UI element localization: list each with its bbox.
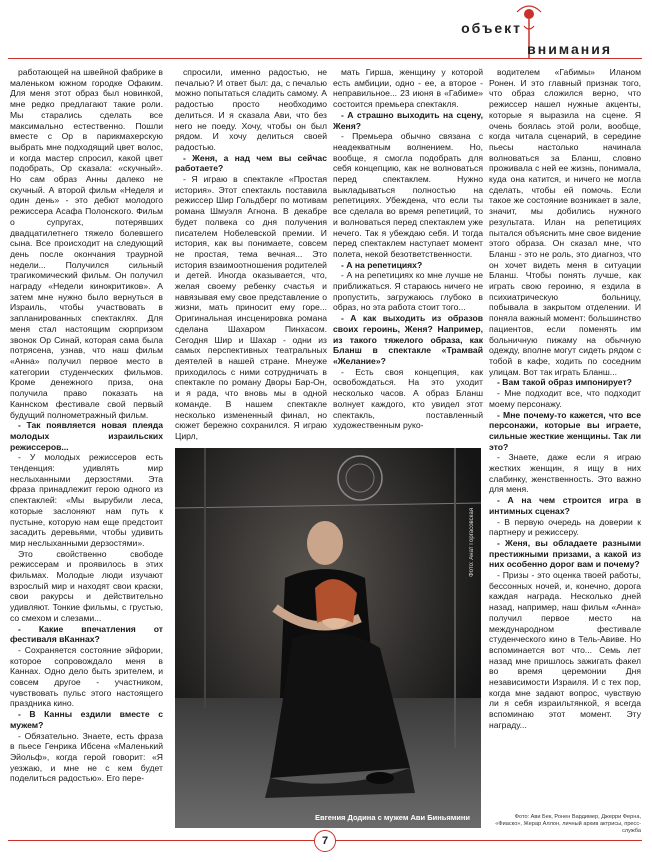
- text-paragraph: - В первую очередь на доверии к партнеру и режиссеру.: [489, 516, 641, 538]
- text-paragraph: - Мне подходит все, что подходит моему персонажу.: [489, 388, 641, 409]
- text-paragraph: работающей на швейной фабрике в маленьком южном городке Офаким. Для меня этот образ был новинкой, мне редко предлагают такие роли. Мы старались сделать все максимально естественно. Пошли вместе с Ор в парикмахерскую выбрать мне подходящий цвет волос, и когда мастер спросил, какой цвет подобрать, Ор сказала: «скучный». Но сам образ Анны далеко не скучный. А второй фильм «Неделя и один день» - это дебют молодого режиссера Асафа Полонского. Фильм о супругах, потерявших двадцатилетнего тяжело болевшего сына. Все происходит на следующий день после окончания траурной недели... Получился сильный трагикомический фильм. Он получил награду «Недели кинокритиков». А затем мне нужно было вернуться в Израиль, чтобы участвовать в запланированных спектаклях. Для меня стал настоящим сюрпризом звонок Ор Синай, которая сама была потрясена, узнав, что наш фильм «Анна» получил первое место в категории студенческих фильмов. Кроме денежного приза, она получила право показать на Каннском фестивале свой первый будущий полнометражный фильм.: [10, 67, 163, 420]
- question-paragraph: - А на репетициях?: [341, 259, 423, 270]
- text-paragraph: - Знаете, даже если я играю жестких женщин, я ищу в них слабинку, женственность. Это важно для меня.: [489, 452, 641, 495]
- text-paragraph: - Я играю в спектакле «Простая история». Этот спектакль поставила режиссер Шир Гольдберг по мотивам романа Шмуэля Агнона. В декабре будет полвека со дня получения писателем Нобелевской премии. И история, как вы понимаете, совсем не простая, тема вечная... Это история взаимоотношения родителей и детей. Иногда оказывается, что, желая своему ребенку счастья и навязывая ему свое представление о жизни, мать приносит ему горе... Оригинальная инсценировка романа сделана Шахаром Пинхасом. Сегодня Шир и Шахар - одни из самых перспективных театральных деятелей в нашей стране. Мнеуже приходилось с ними сотрудничать в спектакле по роману Дворы Бар-Он, и я рада, что вновь мы в одной команде. В нашем спектакле несколько измененный финал, но сюжет бережно сохранился. Я играю Цирл,: [175, 174, 327, 441]
- photo-credit: Фото: Анат Горгасовская: [469, 508, 475, 577]
- column-1: [10, 67, 163, 827]
- column-4: [489, 67, 641, 827]
- text-paragraph: - Премьера обычно связана с неадекватным волнением. Но, вообще, я смогла подобрать для себя концепцию, как не волноваться перед спектаклем. Нужно выкладываться полностью на репетициях. Убеждена, что если ты все сделала во время репетиций, то и волноваться перед спектаклем уже нечего. Так я убеждаю себя. И тогда перед спектаклем наступает момент полета, некой безответственности.: [333, 131, 483, 259]
- question-paragraph: - Женя, а над чем вы сейчас работаете?: [175, 152, 327, 174]
- photo-credits: Фото: Ави Бек, Ронен Вардимер, Джерри Ферна, «Фиаско», Жерар Аллон, личный архив актрисы, пресс-служба: [495, 814, 641, 834]
- section-title-word2: внимания: [527, 41, 612, 57]
- text-paragraph: - У молодых режиссеров есть тенденция: удивлять мир неслыханными дерзостями. Эта фраза принадлежит герою одного из спектаклей: «Мы вырубили леса, которые заслоняют нам путь к пустыне, которую нам еще предстоит засадить деревьями, чтобы удивить мир неслыханными дерзостями».: [10, 452, 163, 548]
- text-paragraph: - Сохраняется состояние эйфории, которое сопровождало меня в Каннах. Одно дело быть зрителем, и совсем другое - участником, чувствовать пульс этого настоящего праздника кино.: [10, 644, 163, 709]
- photo-illustration: [175, 448, 481, 828]
- text-paragraph: мать Гирша, женщину у которой есть амбиции, одно - ее, а второе - неправильное... 23 июня в «Габиме» состоится премьера спектакля.: [333, 67, 483, 110]
- header-rule: [8, 58, 642, 59]
- section-header: [352, 0, 652, 62]
- text-paragraph: - Призы - это оценка твоей работы, бессонных ночей, и, конечно, дорога каждая награда. Несколько дней назад, например, наш фильм «Анна» получил первое место на международном фестивале студенческого кино в Тель-Авиве. Но вспоминается вот что... Семь лет назад мне пришлось зажигать факел во время церемонии Дня независимости Израиля. И с тех пор, когда мне задают вопрос, чувствую ли я себя израильтянкой, я всегда вспоминаю этот момент. Эту награду...: [489, 570, 641, 730]
- section-title-word1: объект: [461, 20, 522, 36]
- column-3: [333, 67, 483, 445]
- question-paragraph: - Женя, вы обладаете разными престижными призами, а какой из них особенно дорог вам и почему?: [489, 537, 641, 570]
- photo-caption: Евгения Додина с мужем Ави Биньямини: [315, 813, 471, 822]
- question-paragraph: - Вам такой образ импонирует?: [497, 377, 632, 388]
- text-paragraph: - А на репетициях ко мне лучше не приближаться. Я стараюсь ничего не пропустить, загружаюсь глубоко в образ, но эта работа стоит того...: [333, 270, 483, 313]
- question-paragraph: - Так появляется новая плеяда молодых израильских режиссеров...: [10, 420, 163, 452]
- text-paragraph: - Есть своя концепция, как освобождаться. На это уходит несколько часов. А образ Бланш волнует каждого, кто увидел этот спектакль, поставленный художественным руко-: [333, 366, 483, 431]
- text-paragraph: Это свойственно свободе режиссерам и проявилось в этих фильмах. Молодые люди изучают взрослый мир и находят свои краски, свои ракурсы и действительно удивляют. Тонкие фильмы, с грустью, со смехом и слезами...: [10, 548, 163, 623]
- text-paragraph: водителем «Габимы» Иланом Ронен. И это главный признак того, что образ сложился верно, что режиссер нашел нужные акценты, которые я выразила на сцене. Я очень боялась этой роли, вообще, когда читала сценарий, в середине пьесы настолько начинала волноваться за Бланш, словно проживала с ней ее жизнь, понимала, куда она катится, и ничего не могла сделать, чтобы ей помочь. Если такое же состояние возникает в зале, значит, мы добились нужного результата. Илан на репетициях пытался объяснить мне свое видение этого образа. Он сказал мне, что Бланш - это не роль, это диагноз, что он хочет видеть меня в ситуации Бланш. Чтобы понять лучше, как играть свою героиню, я ездила в психиатрическую больницу, побывала в закрытом отделении. И поняла важный момент: большинство пациентов, если поменять им больничную пижаму на обычную одежду, вполне могут сидеть рядом с тобой в кафе, ходить по соседним улицам. Вот так играть Бланш...: [489, 67, 641, 377]
- page-number: 7: [314, 830, 336, 852]
- text-paragraph: - Обязательно. Знаете, есть фраза в пьесе Генрика Ибсена «Маленький Эйольф», когда герой говорит: «Я уезжаю, и мне не с кем будет поделиться радостью». Его пере-: [10, 730, 163, 784]
- question-paragraph: - Какие впечатления от фестиваля вКаннах?: [10, 623, 163, 645]
- question-paragraph: - А на чем строится игра в интимных сценах?: [489, 495, 641, 516]
- question-paragraph: - В Канны ездили вместе с мужем?: [10, 709, 163, 730]
- question-paragraph: - А страшно выходить на сцену, Женя?: [333, 109, 483, 131]
- text-paragraph: спросили, именно радостью, не печалью? И ответ был: да, с печалью можно попытаться сладить самому. А радостью просто необходимо делиться. И я сказала Ави, что без него не поеду. Хочу, чтобы он был рядом. И хочу делиться своей радостью.: [175, 67, 327, 152]
- question-paragraph: - А как выходить из образов своих героинь, Женя? Например, из такого тяжелого образа, как Бланш в спектакле «Трамвай «Желание»?: [333, 313, 483, 366]
- column-2: [175, 67, 327, 445]
- question-paragraph: - Мне почему-то кажется, что все персонажи, которые вы играете, сильные жесткие женщины. Так ли это?: [489, 409, 641, 452]
- photo-couple: [175, 448, 481, 828]
